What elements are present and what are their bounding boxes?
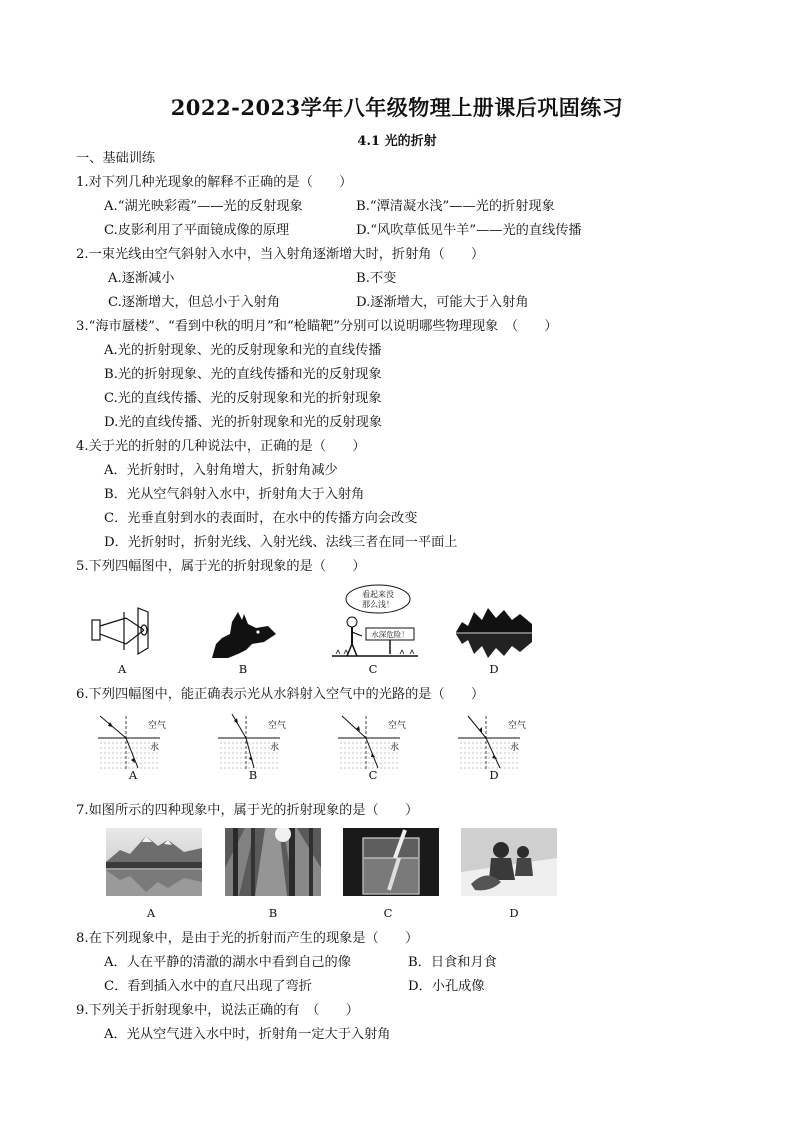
q7-photo-d bbox=[461, 828, 557, 896]
q5-sign-text: 水深危险！ bbox=[371, 630, 409, 639]
q7-stem: 7.如图所示的四种现象中，属于光的折射现象的是（ ） bbox=[76, 803, 419, 818]
q6-a-water-label: 水 bbox=[150, 743, 160, 753]
q6-b-water-label: 水 bbox=[270, 743, 280, 753]
q5-label-b: B bbox=[238, 662, 248, 676]
q6-diagram-c bbox=[334, 712, 418, 772]
q2-option-a: A.逐渐减小 bbox=[108, 271, 175, 286]
q6-d-air-label: 空气 bbox=[508, 721, 527, 731]
q7-label-b: B bbox=[268, 906, 278, 920]
q5-stem: 5.下列四幅图中，属于光的折射现象的是（ ） bbox=[76, 559, 366, 574]
q5-figure-b bbox=[208, 604, 278, 660]
q5-figure-a bbox=[86, 602, 162, 658]
q6-d-water-label: 水 bbox=[510, 743, 520, 753]
q1-option-a: A.“湖光映彩霞”——光的反射现象 bbox=[104, 199, 303, 214]
q8-option-a: A．人在平静的清澈的湖水中看到自己的像 bbox=[104, 955, 351, 970]
q5-bubble-line2: 那么浅！ bbox=[362, 600, 394, 609]
q9-option-a: A．光从空气进入水中时，折射角一定大于入射角 bbox=[104, 1027, 391, 1042]
q6-label-d: D bbox=[489, 768, 499, 782]
q8-stem: 8.在下列现象中，是由于光的折射而产生的现象是（ ） bbox=[76, 931, 419, 946]
q4-option-c: C．光垂直射到水的表面时，在水中的传播方向会改变 bbox=[104, 511, 418, 526]
q5-bubble-line1: 看起来没 bbox=[362, 590, 394, 599]
q6-diagram-a bbox=[94, 712, 178, 772]
q6-a-air-label: 空气 bbox=[148, 721, 167, 731]
q4-option-d: D．光折射时，折射光线、入射光线、法线三者在同一平面上 bbox=[104, 535, 458, 550]
q6-label-b: B bbox=[248, 768, 258, 782]
q6-b-air-label: 空气 bbox=[268, 721, 287, 731]
q5-figure-d bbox=[456, 604, 532, 660]
q1-stem: 1.对下列几种光现象的解释不正确的是（ ） bbox=[76, 175, 353, 190]
q5-label-d: D bbox=[489, 662, 499, 676]
q8-option-d: D．小孔成像 bbox=[408, 979, 485, 994]
q6-stem: 6.下列四幅图中，能正确表示光从水斜射入空气中的光路的是（ ） bbox=[76, 687, 485, 702]
q4-option-a: A．光折射时，入射角增大，折射角减少 bbox=[104, 463, 338, 478]
q7-label-a: A bbox=[146, 906, 156, 920]
q4-stem: 4.关于光的折射的几种说法中，正确的是（ ） bbox=[76, 439, 366, 454]
q5-label-a: A bbox=[117, 662, 127, 676]
q2-stem: 2.一束光线由空气斜射入水中，当入射角逐渐增大时，折射角（ ） bbox=[76, 247, 485, 262]
q6-label-c: C bbox=[368, 768, 378, 782]
q1-option-c: C.皮影利用了平面镜成像的原理 bbox=[104, 223, 290, 238]
q3-option-d: D.光的直线传播、光的折射现象和光的反射现象 bbox=[104, 415, 383, 430]
q6-c-air-label: 空气 bbox=[388, 721, 407, 731]
page-subtitle: 4.1 光的折射 bbox=[357, 134, 437, 149]
q7-photo-a bbox=[106, 828, 202, 896]
q2-option-d: D.逐渐增大，可能大于入射角 bbox=[356, 295, 529, 310]
q6-label-a: A bbox=[128, 768, 138, 782]
q7-photo-c bbox=[343, 828, 439, 896]
page-title: 2022-2023学年八年级物理上册课后巩固练习 bbox=[170, 95, 624, 120]
section-heading: 一、基础训练 bbox=[76, 151, 156, 166]
q3-option-b: B.光的折射现象、光的直线传播和光的反射现象 bbox=[104, 367, 382, 382]
q7-label-c: C bbox=[383, 906, 393, 920]
q6-diagram-b bbox=[214, 712, 298, 772]
q5-label-c: C bbox=[368, 662, 378, 676]
q5-figure-c bbox=[330, 582, 420, 660]
q3-option-c: C.光的直线传播、光的反射现象和光的折射现象 bbox=[104, 391, 382, 406]
q3-stem: 3.“海市蜃楼”、“看到中秋的明月”和“枪瞄靶”分别可以说明哪些物理现象 （ ） bbox=[76, 319, 558, 334]
q2-option-b: B.不变 bbox=[356, 271, 397, 286]
q6-diagram-d bbox=[454, 712, 538, 772]
q3-option-a: A.光的折射现象、光的反射现象和光的直线传播 bbox=[104, 343, 382, 358]
q6-c-water-label: 水 bbox=[390, 743, 400, 753]
q9-stem: 9.下列关于折射现象中，说法正确的有 （ ） bbox=[76, 1003, 359, 1018]
q4-option-b: B．光从空气斜射入水中，折射角大于入射角 bbox=[104, 487, 365, 502]
q8-option-b: B．日食和月食 bbox=[408, 955, 497, 970]
q2-option-c: C.逐渐增大，但总小于入射角 bbox=[108, 295, 281, 310]
q8-option-c: C．看到插入水中的直尺出现了弯折 bbox=[104, 979, 312, 994]
q7-label-d: D bbox=[509, 906, 519, 920]
q7-photo-b bbox=[225, 828, 321, 896]
q1-option-d: D.“风吹草低见牛羊”——光的直线传播 bbox=[356, 223, 582, 238]
q1-option-b: B.“潭清凝水浅”——光的折射现象 bbox=[356, 199, 555, 214]
